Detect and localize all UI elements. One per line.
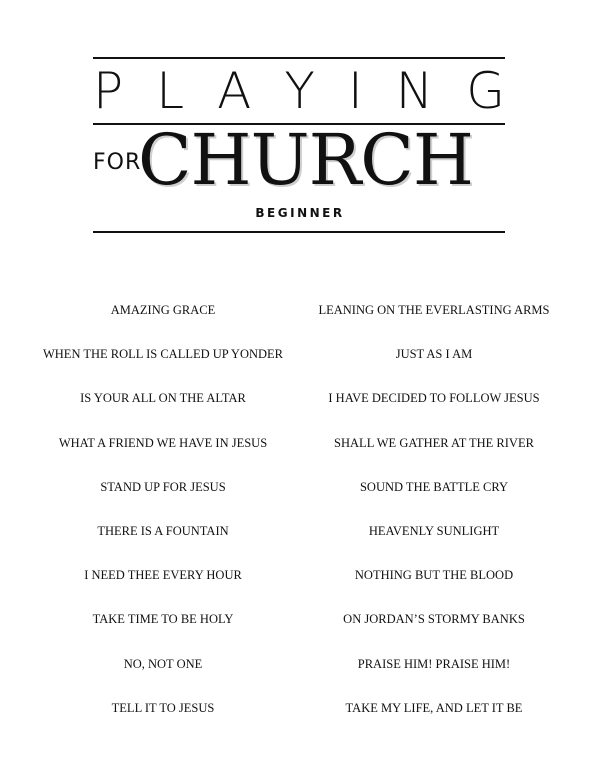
song-title: IS YOUR ALL ON THE ALTAR: [80, 391, 246, 406]
song-title: TAKE TIME TO BE HOLY: [92, 612, 234, 627]
title-letter: P: [93, 62, 124, 120]
title-letter: N: [395, 62, 434, 120]
song-title: NO, NOT ONE: [123, 656, 203, 671]
song-title: LEANING ON THE EVERLASTING ARMS: [318, 303, 550, 317]
song-title: WHEN THE ROLL IS CALLED UP YONDER: [42, 347, 284, 362]
level-label: BEGINNER: [255, 206, 345, 220]
title-letter: L: [156, 62, 185, 120]
title-letter: Y: [284, 62, 315, 120]
song-title: TAKE MY LIFE, AND LET IT BE: [345, 700, 523, 715]
title-church: CHURCH: [138, 119, 473, 201]
song-title: JUST AS I AM: [395, 347, 473, 362]
header-bottom-rule: [93, 231, 505, 233]
title-letter: A: [217, 62, 252, 120]
song-title: THERE IS A FOUNTAIN: [97, 523, 229, 538]
title-letter: I: [347, 62, 363, 120]
song-title: HEAVENLY SUNLIGHT: [368, 523, 500, 538]
song-column-right: [284, 296, 584, 738]
header-top-rule: [93, 57, 505, 59]
song-column-left: [13, 296, 313, 738]
song-title: PRAISE HIM! PRAISE HIM!: [357, 656, 511, 671]
song-title: STAND UP FOR JESUS: [100, 479, 226, 494]
song-title: SHALL WE GATHER AT THE RIVER: [334, 435, 534, 450]
song-list: [0, 296, 600, 736]
song-title: ON JORDAN’S STORMY BANKS: [343, 612, 525, 627]
song-title: NOTHING BUT THE BLOOD: [354, 568, 514, 583]
song-title: SOUND THE BATTLE CRY: [359, 479, 509, 494]
title-playing: [93, 62, 505, 120]
song-title: WHAT A FRIEND WE HAVE IN JESUS: [58, 435, 268, 450]
title-for: FOR: [93, 150, 142, 175]
song-title: I HAVE DECIDED TO FOLLOW JESUS: [328, 391, 540, 406]
song-title: I NEED THEE EVERY HOUR: [84, 568, 242, 583]
title-letter: G: [466, 62, 505, 120]
song-title: AMAZING GRACE: [110, 303, 216, 317]
song-title: TELL IT TO JESUS: [111, 700, 215, 715]
